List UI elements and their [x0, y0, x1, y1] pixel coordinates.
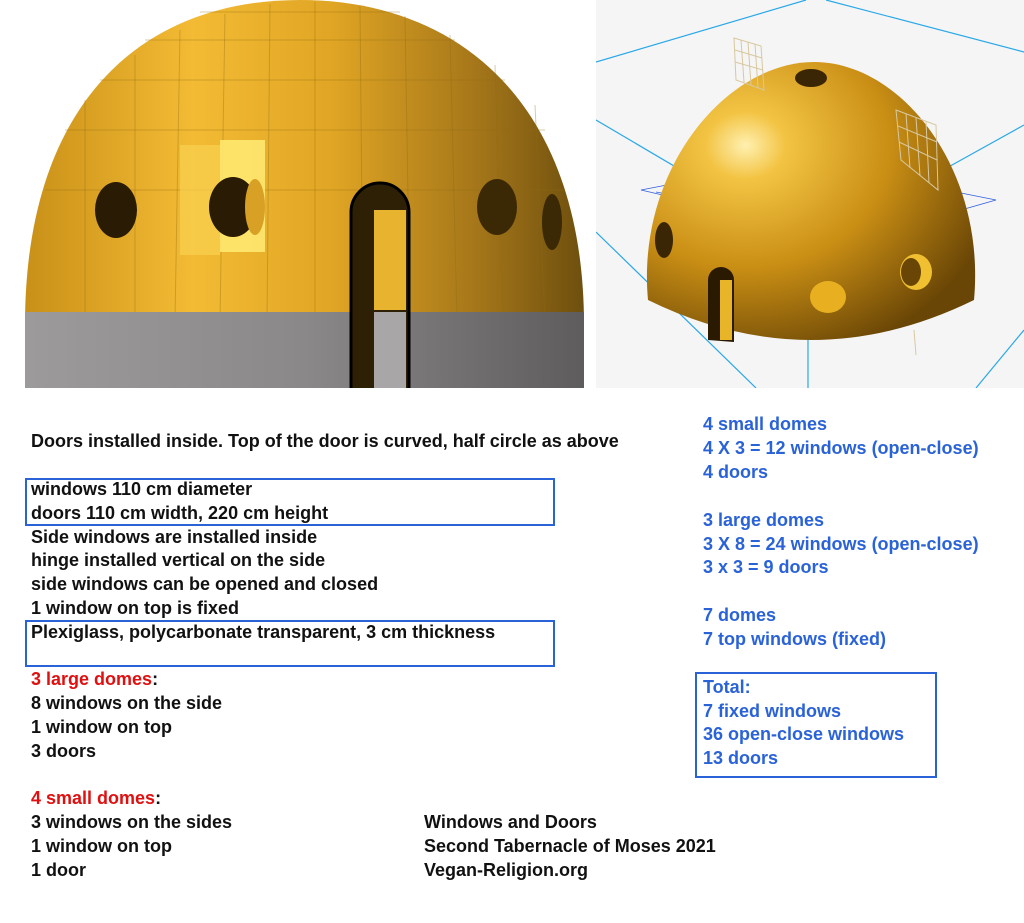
spec-line: Plexiglass, polycarbonate transparent, 3 cm thickness [31, 622, 496, 642]
large-domes-item: 8 windows on the side [31, 693, 223, 713]
spec-line: hinge installed vertical on the side [31, 550, 326, 570]
small-domes-summary: 4 small domes [703, 414, 828, 434]
window-hole [477, 179, 517, 235]
side-window [810, 281, 846, 313]
large-domes-item: 1 window on top [31, 717, 172, 737]
window-hole [542, 194, 562, 250]
total-heading: Total: [703, 677, 751, 697]
top-window [795, 69, 827, 87]
small-domes-windows: 4 X 3 = 12 windows (open-close) [703, 438, 979, 458]
dome-shell [25, 0, 584, 325]
large-domes-doors: 3 x 3 = 9 doors [703, 557, 829, 577]
small-domes-doors: 4 doors [703, 462, 769, 482]
small-domes-item: 1 window on top [31, 836, 172, 856]
large-domes-colon: : [152, 669, 159, 689]
spec-line: side windows can be opened and closed [31, 574, 379, 594]
side-window [655, 222, 673, 258]
spec-line: Side windows are installed inside [31, 527, 318, 547]
dome-3d-render [596, 0, 1024, 388]
domes-count: 7 domes [703, 605, 777, 625]
credit-title: Windows and Doors [424, 812, 597, 832]
door-install-note: Doors installed inside. Top of the door is curved, half circle as above [31, 431, 619, 451]
small-domes-item: 1 door [31, 860, 87, 880]
window-hole [95, 182, 137, 238]
spec-line: doors 110 cm width, 220 cm height [31, 503, 329, 523]
large-domes-label: 3 large domes [31, 669, 153, 689]
small-domes-heading [31, 786, 161, 810]
large-domes-heading [31, 667, 158, 691]
large-domes-item: 3 doors [31, 741, 97, 761]
small-domes-colon: : [155, 788, 162, 808]
small-domes-label: 4 small domes [31, 788, 156, 808]
total-fixed-windows: 7 fixed windows [703, 701, 842, 721]
top-windows-count: 7 top windows (fixed) [703, 629, 886, 649]
dome-closeup-render [25, 0, 584, 388]
spec-line: windows 110 cm diameter [31, 479, 253, 499]
total-open-close-windows: 36 open-close windows [703, 724, 905, 744]
base-ring [25, 312, 584, 388]
spec-line: 1 window on top is fixed [31, 598, 240, 618]
credit-website: Vegan-Religion.org [424, 860, 589, 880]
large-domes-windows: 3 X 8 = 24 windows (open-close) [703, 534, 979, 554]
small-domes-item: 3 windows on the sides [31, 812, 233, 832]
total-doors: 13 doors [703, 748, 779, 768]
credit-project: Second Tabernacle of Moses 2021 [424, 836, 716, 856]
large-domes-summary: 3 large domes [703, 510, 825, 530]
